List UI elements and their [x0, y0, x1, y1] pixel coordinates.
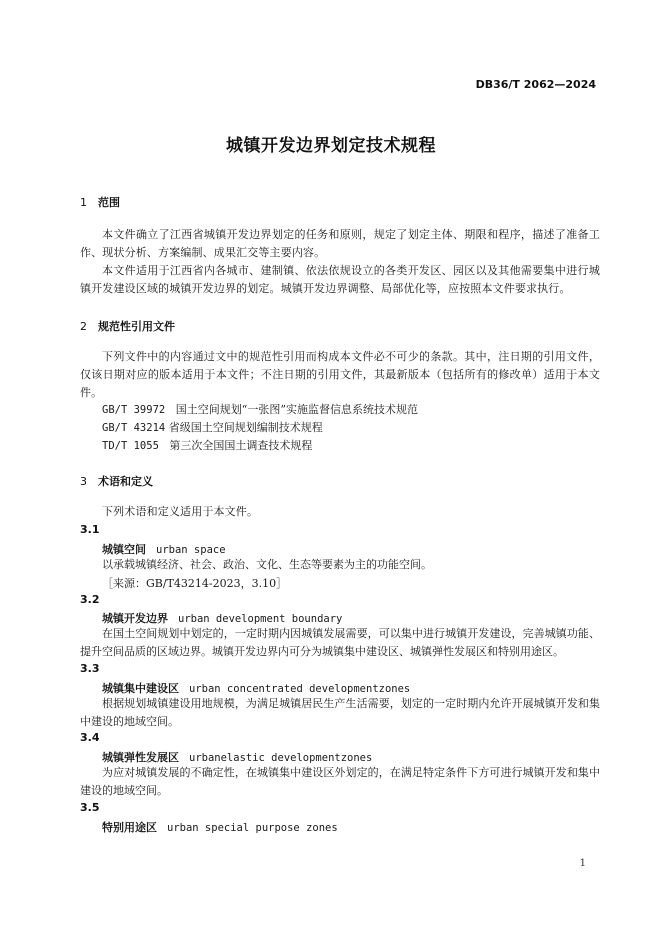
term-en: urban space — [156, 544, 226, 556]
references-paragraph: 下列文件中的内容通过文中的规范性引用而构成本文件必不可少的条款。其中，注日期的引用文件，仅该日期对应的版本适用于本文件；不注日期的引用文件，其最新版本（包括所有的修改单）适用于本文件。 — [80, 350, 600, 399]
term-definition: 以承载城镇经济、社会、政治、文化、生态等要素为主的功能空间。 — [102, 558, 432, 571]
term-zh: 城镇空间 — [102, 543, 146, 556]
scope-paragraph-2: 本文件适用于江西省内各城市、建制镇、依法依规设立的各类开发区、园区以及其他需要集中进行城镇开发建设区域的城镇开发边界的划定。城镇开发边界调整、局部优化等，应按照本文件要求执行。 — [80, 264, 600, 295]
reference-title: 第三次全国国土调查技术规程 — [169, 439, 313, 452]
term-en: urbanelastic developmentzones — [189, 752, 373, 764]
term-number: 3.2 — [80, 593, 100, 606]
term-en: urban special purpose zones — [167, 822, 338, 834]
terms-intro: 下列术语和定义适用于本文件。 — [102, 505, 259, 518]
term-en: urban concentrated developmentzones — [189, 683, 411, 695]
term-number: 3.4 — [80, 731, 100, 744]
page-number: 1 — [579, 858, 586, 869]
reference-code: GB/T 39972 — [102, 404, 166, 416]
term-title — [102, 680, 410, 696]
reference-item — [102, 401, 418, 419]
section-number: 2 — [80, 320, 87, 333]
reference-item — [102, 419, 323, 437]
reference-title: 国土空间规划“一张图”实施监督信息系统技术规范 — [175, 403, 418, 416]
scope-paragraph-1: 本文件确立了江西省城镇开发边界划定的任务和原则，规定了划定主体、期限和程序，描述了准备工作、现状分析、方案编制、成果汇交等主要内容。 — [80, 228, 600, 259]
reference-code: GB/T 43214 — [102, 422, 166, 434]
term-title — [102, 610, 342, 626]
document-title: 城镇开发边界划定技术规程 — [226, 136, 436, 156]
term-source: ［来源：GB/T43214-2023，3.10］ — [102, 577, 288, 590]
section-1-heading — [80, 194, 120, 210]
reference-item — [102, 437, 312, 455]
section-title: 范围 — [98, 196, 120, 209]
section-2-heading — [80, 318, 175, 334]
term-zh: 特别用途区 — [102, 821, 157, 834]
term-title — [102, 541, 226, 557]
section-3-heading — [80, 473, 153, 489]
term-number: 3.3 — [80, 662, 100, 675]
reference-code: TD/T 1055 — [102, 440, 159, 452]
term-definition: 根据规划城镇建设用地规模，为满足城镇居民生产生活需要，划定的一定时期内允许开展城镇开发和集中建设的地域空间。 — [80, 697, 600, 728]
term-number: 3.1 — [80, 523, 100, 536]
section-title: 术语和定义 — [98, 475, 153, 488]
reference-title: 省级国土空间规划编制技术规程 — [168, 421, 323, 434]
term-number: 3.5 — [80, 801, 100, 814]
term-en: urban development boundary — [178, 613, 343, 625]
term-definition: 在国土空间规划中划定的，一定时期内因城镇发展需要，可以集中进行城镇开发建设，完善城镇功能、提升空间品质的区域边界。城镇开发边界内可分为城镇集中建设区、城镇弹性发展区和特别用途区。 — [80, 627, 600, 658]
standard-code: DB36/T 2062—2024 — [475, 78, 596, 91]
term-title — [102, 749, 372, 765]
term-zh: 城镇开发边界 — [102, 612, 168, 625]
term-definition: 为应对城镇发展的不确定性，在城镇集中建设区外划定的，在满足特定条件下方可进行城镇开发和集中建设的地域空间。 — [80, 766, 600, 797]
term-title — [102, 819, 338, 835]
section-number: 1 — [80, 196, 87, 209]
section-title: 规范性引用文件 — [98, 320, 175, 333]
term-zh: 城镇弹性发展区 — [102, 751, 179, 764]
term-zh: 城镇集中建设区 — [102, 682, 179, 695]
section-number: 3 — [80, 475, 87, 488]
